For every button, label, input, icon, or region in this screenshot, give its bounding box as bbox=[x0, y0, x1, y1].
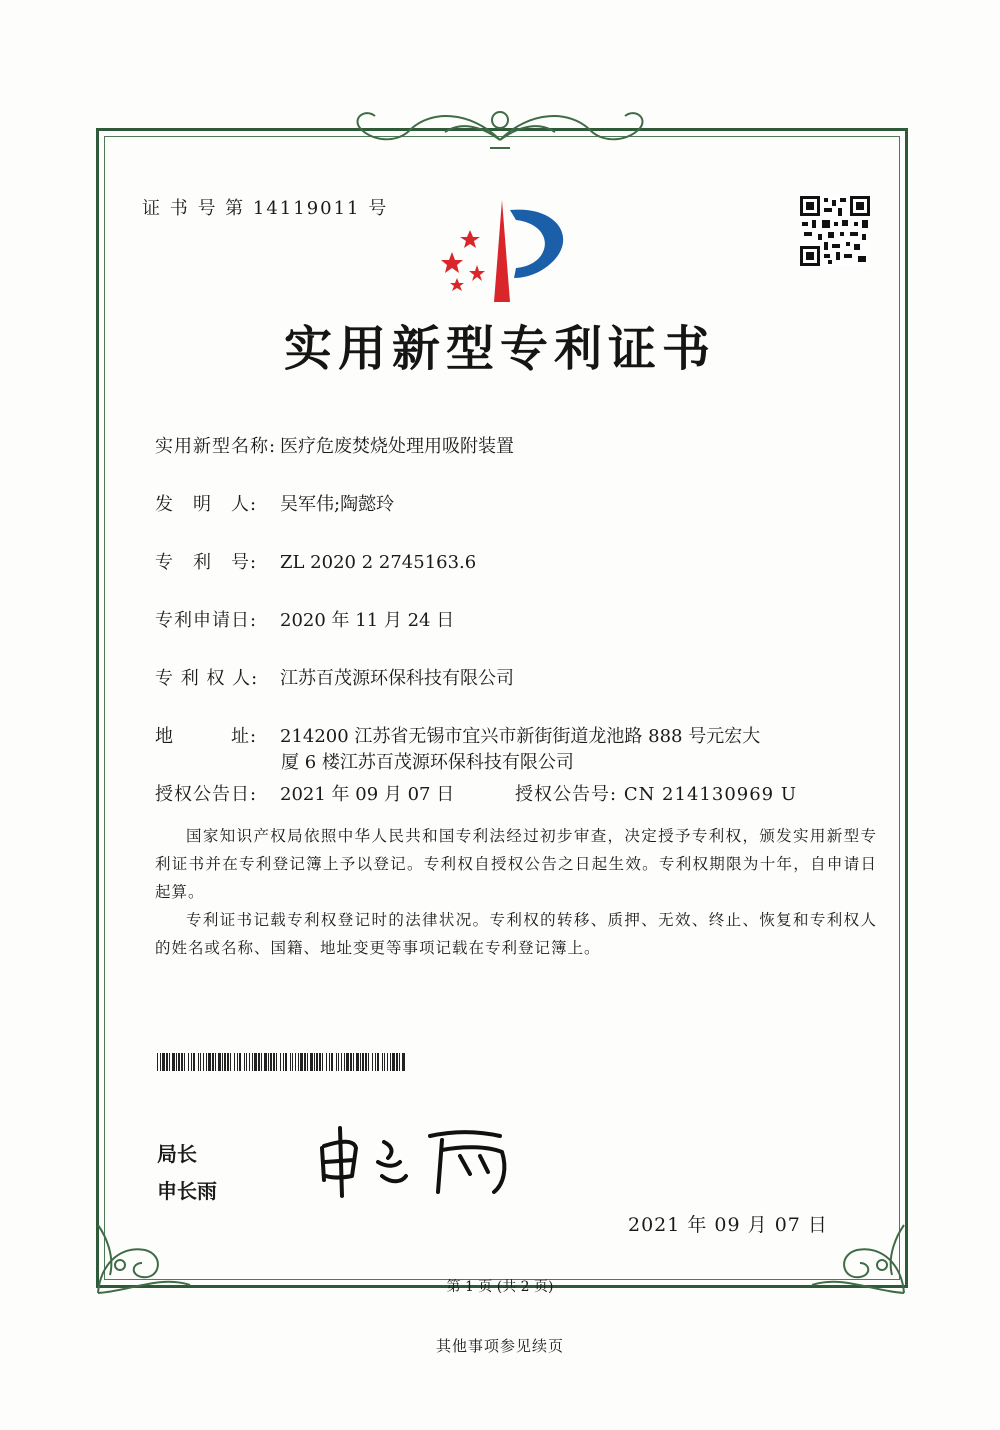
star-icon bbox=[469, 265, 485, 281]
star-icon bbox=[450, 278, 464, 291]
field-label: 专 利 号: bbox=[155, 552, 258, 573]
field-label: 授权公告日: bbox=[155, 784, 258, 805]
field-label: 实用新型名称: bbox=[155, 436, 277, 457]
field-value: 吴军伟;陶懿玲 bbox=[280, 494, 395, 515]
director-title: 局长 bbox=[157, 1142, 197, 1166]
field-value: ZL 2020 2 2745163.6 bbox=[280, 552, 477, 573]
field-label: 授权公告号: bbox=[515, 784, 618, 805]
director-signature bbox=[312, 1118, 522, 1198]
field-filing-date bbox=[155, 606, 454, 632]
field-value: CN 214130969 U bbox=[623, 784, 798, 805]
signing-date: 2021 年 09 月 07 日 bbox=[628, 1214, 828, 1236]
field-value: 江苏百茂源环保科技有限公司 bbox=[280, 668, 514, 689]
barcode bbox=[157, 1053, 407, 1071]
star-icon bbox=[441, 252, 463, 273]
top-ornament bbox=[340, 100, 660, 152]
certificate-border-inner bbox=[104, 136, 900, 1280]
field-grant-publication-number bbox=[515, 780, 797, 806]
director-name: 申长雨 bbox=[157, 1179, 217, 1203]
star-icon bbox=[460, 230, 480, 248]
field-grant-date bbox=[155, 780, 454, 806]
field-label: 发 明 人: bbox=[155, 494, 258, 515]
continued-note: 其他事项参见续页 bbox=[435, 1337, 564, 1355]
field-value: 2021 年 09 月 07 日 bbox=[280, 784, 455, 805]
field-inventor bbox=[155, 490, 394, 516]
page-number: 第 1 页 (共 2 页) bbox=[446, 1279, 554, 1295]
certificate-number: 证 书 号 第 14119011 号 bbox=[142, 198, 389, 219]
qr-code bbox=[800, 196, 870, 266]
field-utility-model-name bbox=[155, 432, 514, 458]
field-address-line2: 厦 6 楼江苏百茂源环保科技有限公司 bbox=[281, 752, 574, 773]
field-patent-number bbox=[155, 548, 476, 574]
legal-paragraph: 国家知识产权局依照中华人民共和国专利法经过初步审查，决定授予专利权，颁发实用新型专利证书并在专利登记簿上予以登记。专利权自授权公告之日起生效。专利权期限为十年，自申请日起算。 bbox=[155, 827, 877, 901]
field-label: 地 址: bbox=[155, 726, 258, 747]
field-patentee bbox=[155, 664, 514, 690]
field-value: 2020 年 11 月 24 日 bbox=[280, 610, 455, 631]
cnipa-emblem bbox=[432, 190, 582, 305]
field-value: 214200 江苏省无锡市宜兴市新街街道龙池路 888 号元宏大 bbox=[280, 726, 761, 747]
field-value: 医疗危废焚烧处理用吸附装置 bbox=[280, 436, 514, 457]
field-label: 专利申请日: bbox=[155, 610, 258, 631]
legal-paragraph: 专利证书记载专利权登记时的法律状况。专利权的转移、质押、无效、终止、恢复和专利权人的姓名或名称、国籍、地址变更等事项记载在专利登记簿上。 bbox=[155, 911, 877, 957]
field-address bbox=[155, 722, 760, 748]
field-label: 专 利 权 人: bbox=[155, 668, 259, 689]
certificate-title: 实用新型专利证书 bbox=[283, 321, 716, 377]
